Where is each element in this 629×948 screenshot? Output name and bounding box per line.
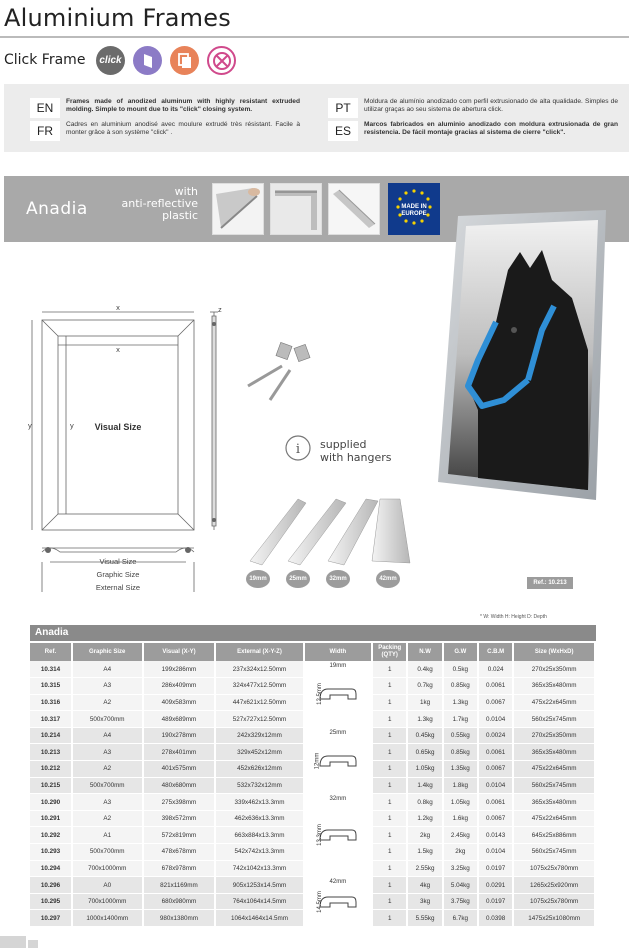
- cell-ref: 10.294: [30, 860, 72, 877]
- cell-cbm: 0.0067: [478, 694, 513, 711]
- dim-x-inner: x: [116, 345, 120, 354]
- col-visual: Visual (X-Y): [143, 643, 216, 661]
- profile-section-icon: [318, 894, 358, 910]
- lang-text-en: Frames made of anodized aluminum with highly resistant extruded molding. Simple to mount due to its "click" closing system.: [66, 98, 300, 113]
- cell-gw: 0.55kg: [443, 727, 478, 744]
- cell-ref: 10.291: [30, 810, 72, 827]
- table-row: [30, 727, 595, 744]
- dim-z: z: [218, 305, 222, 314]
- cell-box-size: 270x25x350mm: [513, 661, 595, 678]
- cell-gw: 3.25kg: [443, 860, 478, 877]
- cell-visual: 409x583mm: [143, 694, 216, 711]
- feature-note-line-2: anti-reflective: [121, 197, 198, 210]
- photo-thumb-profile: [328, 183, 380, 235]
- table-header-row: [30, 643, 595, 661]
- title-divider: [0, 36, 629, 38]
- cell-external: 462x636x13.3mm: [215, 810, 303, 827]
- lang-text-fr: Cadres en aluminium anodisé avec moulure extrudé très résistant. Facile à monter grâce à son système "click" .: [66, 121, 300, 136]
- cell-cbm: 0.0143: [478, 827, 513, 844]
- profile-label-42: 42mm: [376, 570, 400, 588]
- cell-packing: 1: [372, 844, 407, 861]
- pages-icon: [170, 46, 199, 75]
- photo-thumb-opening: [212, 183, 264, 235]
- width-profile-drawing: [305, 794, 371, 876]
- product-name: Anadia: [26, 199, 88, 219]
- cell-ref: 10.290: [30, 794, 72, 811]
- cell-visual: 478x678mm: [143, 844, 216, 861]
- cell-packing: 1: [372, 810, 407, 827]
- cell-packing: 1: [372, 860, 407, 877]
- col-packing: Packing (QTY): [372, 643, 407, 661]
- cell-external: 339x462x13.3mm: [215, 794, 303, 811]
- hangers-illustration: [248, 342, 310, 400]
- cell-graphic-size: A4: [72, 727, 143, 744]
- click-icon: [96, 46, 125, 75]
- cell-cbm: 0.0061: [478, 744, 513, 761]
- page-title: Aluminium Frames: [4, 4, 231, 32]
- cell-packing: 1: [372, 711, 407, 728]
- cell-ref: 10.314: [30, 661, 72, 678]
- width-profile-drawing: [305, 661, 371, 727]
- depth-mm: 14.5mm: [316, 890, 323, 913]
- feature-note-line-3: plastic: [162, 209, 198, 222]
- feature-icons: [96, 46, 236, 75]
- cell-external: 1064x1464x14.5mm: [215, 910, 303, 927]
- lang-code-pt: PT: [328, 98, 358, 118]
- cell-ref: 10.295: [30, 893, 72, 910]
- cell-gw: 3.75kg: [443, 893, 478, 910]
- eu-badge-line-2: EUROPE: [401, 211, 427, 217]
- col-width: Width: [304, 643, 372, 661]
- cell-ref: 10.317: [30, 711, 72, 728]
- cell-cbm: 0.0061: [478, 678, 513, 695]
- cell-graphic-size: 700x1000mm: [72, 893, 143, 910]
- cell-visual: 278x401mm: [143, 744, 216, 761]
- cell-box-size: 475x22x645mm: [513, 761, 595, 778]
- cell-packing: 1: [372, 777, 407, 794]
- cell-external: 742x1042x13.3mm: [215, 860, 303, 877]
- cell-external: 237x324x12.50mm: [215, 661, 303, 678]
- cell-box-size: 365x35x480mm: [513, 794, 595, 811]
- dimension-legend-note: * W: Width H: Height D: Depth: [480, 614, 547, 620]
- cell-box-size: 1075x25x780mm: [513, 893, 595, 910]
- cell-gw: 0.5kg: [443, 661, 478, 678]
- profile-section-icon: [318, 827, 358, 843]
- cell-gw: 1.8kg: [443, 777, 478, 794]
- cell-box-size: 475x22x645mm: [513, 694, 595, 711]
- cell-graphic-size: A2: [72, 810, 143, 827]
- cell-box-size: 645x25x886mm: [513, 827, 595, 844]
- cell-packing: 1: [372, 744, 407, 761]
- profile-label-25: 25mm: [286, 570, 310, 588]
- cell-visual: 572x819mm: [143, 827, 216, 844]
- cell-box-size: 560x25x745mm: [513, 844, 595, 861]
- cell-graphic-size: 500x700mm: [72, 711, 143, 728]
- feature-note: [112, 186, 198, 222]
- width-profile-cell: [304, 794, 372, 877]
- col-cbm: C.B.M: [478, 643, 513, 661]
- cell-graphic-size: 500x700mm: [72, 777, 143, 794]
- lang-en: [30, 98, 300, 118]
- cell-cbm: 0.0067: [478, 810, 513, 827]
- made-in-europe-badge: [388, 183, 440, 235]
- table-row: [30, 877, 595, 894]
- col-graphic-size: Graphic Size: [72, 643, 143, 661]
- cell-visual: 480x680mm: [143, 777, 216, 794]
- cell-ref: 10.316: [30, 694, 72, 711]
- cell-graphic-size: 700x1000mm: [72, 860, 143, 877]
- table-row: [30, 794, 595, 811]
- cell-gw: 5.04kg: [443, 877, 478, 894]
- cell-ref: 10.315: [30, 678, 72, 695]
- cell-cbm: 0.0398: [478, 910, 513, 927]
- cell-ref: 10.297: [30, 910, 72, 927]
- cell-ref: 10.214: [30, 727, 72, 744]
- visual-size-label: Visual Size: [94, 422, 142, 432]
- cell-external: 542x742x13.3mm: [215, 844, 303, 861]
- profile-section-icon: [318, 753, 358, 769]
- cell-external: 764x1064x14.5mm: [215, 893, 303, 910]
- col-nw: N.W: [407, 643, 442, 661]
- info-icon: [286, 436, 310, 460]
- cell-box-size: 560x25x745mm: [513, 777, 595, 794]
- eu-badge-line-1: MADE IN: [401, 204, 427, 210]
- depth-mm: 13.3mm: [316, 824, 323, 847]
- cell-gw: 1.6kg: [443, 810, 478, 827]
- page-subtitle: Click Frame: [4, 52, 86, 68]
- cell-nw: 1.2kg: [407, 810, 442, 827]
- cell-cbm: 0.024: [478, 661, 513, 678]
- cell-ref: 10.212: [30, 761, 72, 778]
- cell-graphic-size: 1000x1400mm: [72, 910, 143, 927]
- cell-external: 527x727x12.50mm: [215, 711, 303, 728]
- profile-label-32: 32mm: [326, 570, 350, 588]
- cell-nw: 1.5kg: [407, 844, 442, 861]
- cell-visual: 286x409mm: [143, 678, 216, 695]
- lang-code-es: ES: [328, 121, 358, 141]
- dim-y-outer: y: [28, 421, 32, 430]
- col-external: External (X-Y-Z): [215, 643, 303, 661]
- width-mm: 19mm: [329, 663, 347, 669]
- profile-icon: [133, 46, 162, 75]
- cell-visual: 821x1169mm: [143, 877, 216, 894]
- cell-external: 447x621x12.50mm: [215, 694, 303, 711]
- depth-mm: 12.5mm: [316, 683, 323, 705]
- cell-graphic-size: A2: [72, 694, 143, 711]
- label-visual-size: Visual Size: [99, 557, 137, 566]
- width-profile-cell: [304, 661, 372, 727]
- cell-cbm: 0.0104: [478, 711, 513, 728]
- cell-packing: 1: [372, 761, 407, 778]
- lang-es: [328, 121, 618, 141]
- cell-packing: 1: [372, 893, 407, 910]
- supplied-line-1: supplied: [320, 438, 367, 451]
- cell-ref: 10.293: [30, 844, 72, 861]
- cell-visual: 489x689mm: [143, 711, 216, 728]
- cell-gw: 2kg: [443, 844, 478, 861]
- cell-nw: 4kg: [407, 877, 442, 894]
- corner-mark: [0, 936, 26, 948]
- cell-packing: 1: [372, 910, 407, 927]
- width-profile-drawing: [305, 877, 371, 926]
- cell-ref: 10.296: [30, 877, 72, 894]
- cell-ref: 10.215: [30, 777, 72, 794]
- col-ref: Ref.: [30, 643, 72, 661]
- cell-nw: 0.45kg: [407, 727, 442, 744]
- cell-gw: 1.3kg: [443, 694, 478, 711]
- cell-box-size: 1475x25x1080mm: [513, 910, 595, 927]
- cell-gw: 1.05kg: [443, 794, 478, 811]
- lang-text-pt: Moldura de alumínio anodizado com perfil extrusionado de alta qualidade. Simples de utilizar graças ao seu sistema de abertura click.: [364, 98, 618, 113]
- cell-graphic-size: 500x700mm: [72, 844, 143, 861]
- cell-nw: 0.65kg: [407, 744, 442, 761]
- profile-section-icon: [318, 686, 358, 702]
- dim-x-outer: x: [116, 303, 120, 312]
- cell-graphic-size: A1: [72, 827, 143, 844]
- supplied-line-2: with hangers: [320, 451, 392, 464]
- cell-cbm: 0.0024: [478, 727, 513, 744]
- cell-cbm: 0.0197: [478, 893, 513, 910]
- cell-visual: 980x1380mm: [143, 910, 216, 927]
- cell-box-size: 475x22x645mm: [513, 810, 595, 827]
- label-graphic-size: Graphic Size: [96, 570, 140, 579]
- cell-cbm: 0.0104: [478, 777, 513, 794]
- cell-packing: 1: [372, 678, 407, 695]
- lang-pt: [328, 98, 618, 118]
- feature-note-line-1: with: [174, 185, 198, 198]
- cell-nw: 0.4kg: [407, 661, 442, 678]
- cell-cbm: 0.0291: [478, 877, 513, 894]
- photo-thumb-corner: [270, 183, 322, 235]
- cell-gw: 1.35kg: [443, 761, 478, 778]
- cell-visual: 275x398mm: [143, 794, 216, 811]
- lang-text-es: Marcos fabricados en aluminio anodizado con moldura extrusionada de gran resistencia. De fácil montaje gracias al sistema de cierre "click".: [364, 121, 618, 136]
- cell-packing: 1: [372, 694, 407, 711]
- label-external-size: External Size: [95, 583, 141, 592]
- col-gw: G.W: [443, 643, 478, 661]
- cell-ref: 10.292: [30, 827, 72, 844]
- cell-nw: 1kg: [407, 694, 442, 711]
- product-photo-horse-frame: [438, 210, 618, 515]
- cell-external: 242x329x12mm: [215, 727, 303, 744]
- no-scissors-icon: [207, 46, 236, 75]
- depth-mm: 12mm: [313, 752, 320, 769]
- cell-box-size: 1075x25x780mm: [513, 860, 595, 877]
- cell-visual: 680x980mm: [143, 893, 216, 910]
- profile-label-19: 19mm: [246, 570, 270, 588]
- cell-cbm: 0.0197: [478, 860, 513, 877]
- cell-visual: 401x575mm: [143, 761, 216, 778]
- cell-graphic-size: A2: [72, 761, 143, 778]
- cell-gw: 6.7kg: [443, 910, 478, 927]
- click-icon-label: click: [99, 55, 122, 66]
- specs-table: [30, 643, 596, 927]
- cell-packing: 1: [372, 877, 407, 894]
- cell-cbm: 0.0104: [478, 844, 513, 861]
- cell-gw: 2.45kg: [443, 827, 478, 844]
- cell-cbm: 0.0061: [478, 794, 513, 811]
- cell-external: 905x1253x14.5mm: [215, 877, 303, 894]
- info-icon-glyph: i: [295, 442, 301, 457]
- lang-code-en: EN: [30, 98, 60, 118]
- cell-nw: 2.55kg: [407, 860, 442, 877]
- cell-graphic-size: A0: [72, 877, 143, 894]
- cell-nw: 0.7kg: [407, 678, 442, 695]
- cell-external: 329x452x12mm: [215, 744, 303, 761]
- corner-mark-small: [28, 940, 38, 948]
- cell-box-size: 365x35x480mm: [513, 744, 595, 761]
- cell-packing: 1: [372, 661, 407, 678]
- cell-packing: 1: [372, 794, 407, 811]
- table-title: Anadia: [30, 625, 596, 641]
- cell-visual: 398x572mm: [143, 810, 216, 827]
- cell-gw: 0.85kg: [443, 744, 478, 761]
- cell-external: 324x477x12.50mm: [215, 678, 303, 695]
- cell-packing: 1: [372, 727, 407, 744]
- width-mm: 32mm: [329, 796, 347, 803]
- cell-nw: 2kg: [407, 827, 442, 844]
- reference-tag: Ref.: 10.213: [527, 577, 573, 589]
- cell-box-size: 560x25x745mm: [513, 711, 595, 728]
- width-mm: 42mm: [329, 879, 347, 886]
- cell-packing: 1: [372, 827, 407, 844]
- supplied-note: [320, 438, 392, 464]
- cell-visual: 190x278mm: [143, 727, 216, 744]
- col-box-size: Size (WxHxD): [513, 643, 595, 661]
- language-descriptions: [4, 84, 629, 152]
- cell-nw: 1.05kg: [407, 761, 442, 778]
- cell-nw: 1.3kg: [407, 711, 442, 728]
- cell-nw: 5.55kg: [407, 910, 442, 927]
- lang-code-fr: FR: [30, 121, 60, 141]
- cell-gw: 0.85kg: [443, 678, 478, 695]
- cell-external: 532x732x12mm: [215, 777, 303, 794]
- cell-graphic-size: A3: [72, 794, 143, 811]
- cell-visual: 199x286mm: [143, 661, 216, 678]
- width-mm: 25mm: [329, 729, 347, 736]
- width-profile-cell: [304, 727, 372, 793]
- cell-graphic-size: A3: [72, 744, 143, 761]
- profile-samples: [240, 495, 420, 582]
- cell-external: 663x884x13.3mm: [215, 827, 303, 844]
- cell-nw: 3kg: [407, 893, 442, 910]
- cell-box-size: 1265x25x920mm: [513, 877, 595, 894]
- cell-nw: 1.4kg: [407, 777, 442, 794]
- cell-box-size: 365x35x480mm: [513, 678, 595, 695]
- cell-gw: 1.7kg: [443, 711, 478, 728]
- table-row: [30, 661, 595, 678]
- specs-table-body: [30, 661, 595, 927]
- cell-external: 452x626x12mm: [215, 761, 303, 778]
- dim-y-inner: y: [70, 421, 74, 430]
- cell-graphic-size: A3: [72, 678, 143, 695]
- cell-visual: 678x978mm: [143, 860, 216, 877]
- cell-ref: 10.213: [30, 744, 72, 761]
- cell-box-size: 270x25x350mm: [513, 727, 595, 744]
- width-profile-drawing: [305, 728, 371, 793]
- width-profile-cell: [304, 877, 372, 927]
- cell-nw: 0.8kg: [407, 794, 442, 811]
- lang-fr: [30, 121, 300, 141]
- cell-cbm: 0.0067: [478, 761, 513, 778]
- cell-graphic-size: A4: [72, 661, 143, 678]
